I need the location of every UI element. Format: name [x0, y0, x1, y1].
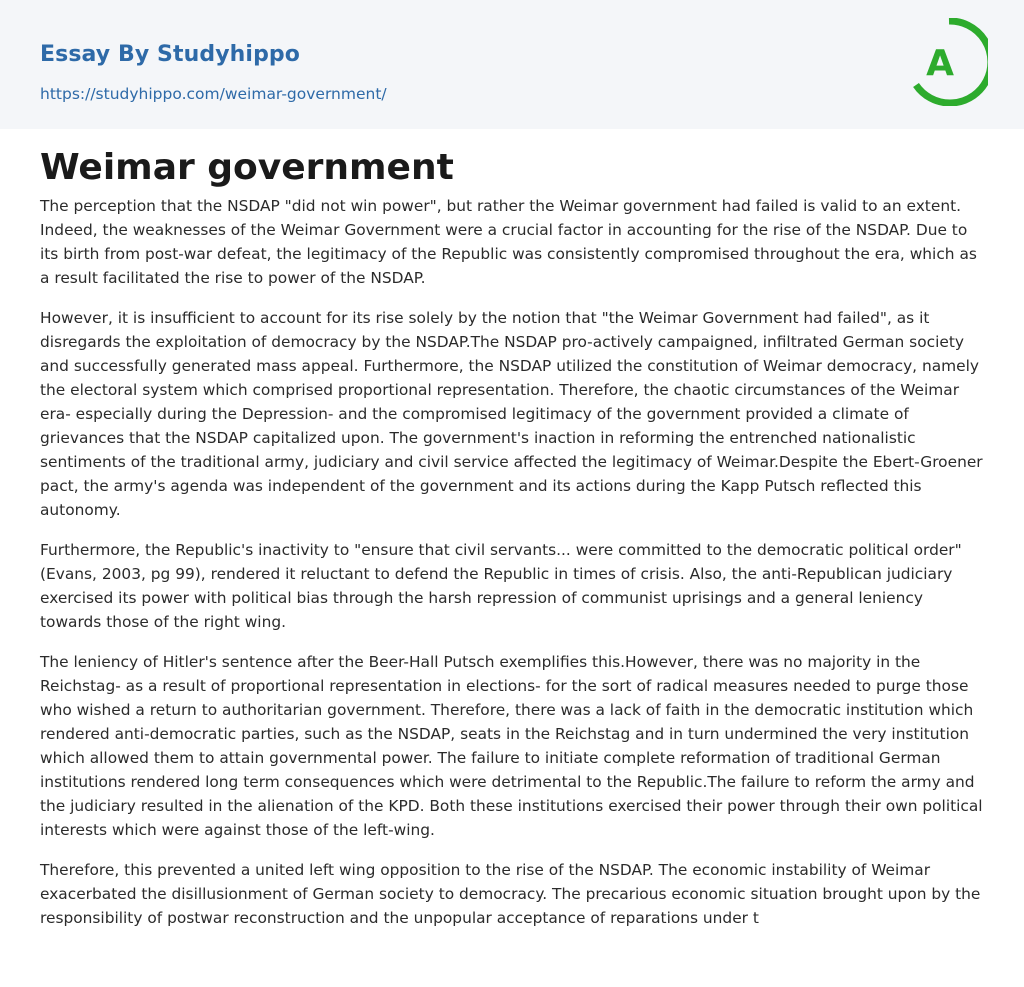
essay-paragraph: The perception that the NSDAP "did not win power", but rather the Weimar government had failed is valid to an extent. Indeed, the weaknesses of the Weimar Government were a crucial factor in accounting for the rise of the NSDAP. Due to its birth from post-war defeat, the legitimacy of the Republic was consistently compromised throughout the era, which as a result facilitated the rise to power of the NSDAP.: [40, 197, 977, 287]
essay-title: Weimar government: [40, 147, 454, 188]
site-brand-title[interactable]: Essay By Studyhippo: [40, 42, 300, 67]
essay-paragraph: Therefore, this prevented a united left wing opposition to the rise of the NSDAP. The economic instability of Weimar exacerbated the disillusionment of German society to democracy. The precarious economic situation brought upon by the responsibility of postwar reconstruction and the unpopular acceptance of reparations under t: [40, 861, 981, 927]
essay-paragraph: However, it is insufficient to account for its rise solely by the notion that "the Weimar Government had failed", as it disregards the exploitation of democracy by the NSDAP.The NSDAP pro-actively campaigned, infiltrated German society and successfully generated mass appeal. Furthermore, the NSDAP utilized the constitution of Weimar democracy, namely the electoral system which comprised proportional representation. Therefore, the chaotic circumstances of the Weimar era- especially during the Depression- and the compromised legitimacy of the government provided a climate of grievances that the NSDAP capitalized upon. The government's inaction in reforming the entrenched nationalistic sentiments of the traditional army, judiciary and civil service affected the legitimacy of Weimar.Despite the Ebert-Groener pact, the army's agenda was independent of the government and its actions during the Kapp Putsch reflected this autonomy.: [40, 309, 983, 519]
essay-body: [40, 194, 986, 946]
logo-letter: A: [926, 43, 954, 84]
essay-paragraph: The leniency of Hitler's sentence after the Beer-Hall Putsch exemplifies this.However, there was no majority in the Reichstag- as a result of proportional representation in elections- for the sort of radical measures needed to purge those who wished a return to authoritarian government. Therefore, there was a lack of faith in the democratic institution which rendered anti-democratic parties, such as the NSDAP, seats in the Reichstag and in turn undermined the very institution which allowed them to attain governmental power. The failure to initiate complete reformation of traditional German institutions rendered long term consequences which were detrimental to the Republic.The failure to reform the army and the judiciary resulted in the alienation of the KPD. Both these institutions exercised their power through their own political interests which were against those of the left-wing.: [40, 653, 983, 839]
essay-paragraph: Furthermore, the Republic's inactivity to "ensure that civil servants... were committed to the democratic political order" (Evans, 2003, pg 99), rendered it reluctant to defend the Republic in times of crisis. Also, the anti-Republican judiciary exercised its power with political bias through the harsh repression of communist uprisings and a general leniency towards those of the right wing.: [40, 541, 962, 631]
essay-url-link[interactable]: https://studyhippo.com/weimar-government/: [40, 85, 387, 103]
site-header: [0, 0, 1024, 129]
studyhippo-a-logo-icon[interactable]: [910, 18, 988, 106]
